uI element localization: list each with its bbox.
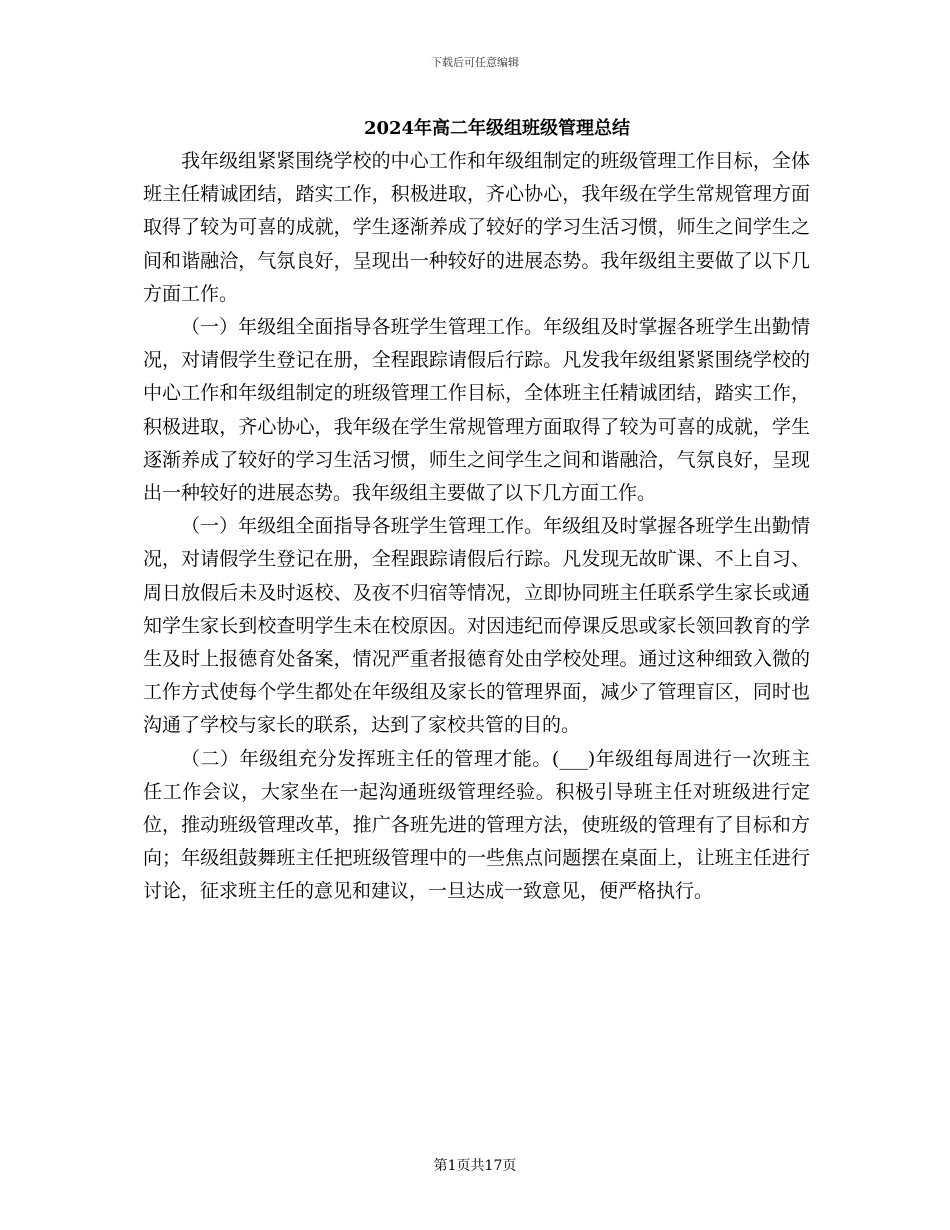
paragraph: （二）年级组充分发挥班主任的管理才能。(___)年级组每周进行一次班主任工作会议，大家坐在一起沟通班级管理经验。积极引导班主任对班级进行定位，推动班级管理改革，推广各班先进的管理方法，使班级的管理有了目标和方向；年级组鼓舞班主任把班级管理中的一些焦点问题摆在桌面上，让班主任进行讨论，征求班主任的意见和建议，一旦达成一致意见，便严格执行。	[143, 747, 810, 903]
document-body	[143, 145, 810, 909]
paragraph: （一）年级组全面指导各班学生管理工作。年级组及时掌握各班学生出勤情况，对请假学生登记在册，全程跟踪请假后行踪。凡发我年级组紧紧围绕学校的中心工作和年级组制定的班级管理工作目标，全体班主任精诚团结，踏实工作，积极进取，齐心协心，我年级在学生常规管理方面取得了较为可喜的成就，学生逐渐养成了较好的学习生活习惯，师生之间学生之间和谐融洽，气氛良好，呈现出一种较好的进展态势。我年级组主要做了以下几方面工作。	[143, 316, 810, 505]
page-footer: 第1页共17页	[433, 1158, 517, 1174]
header-note: 下载后可任意编辑	[431, 56, 519, 69]
document-title: 2024年高二年级组班级管理总结	[363, 118, 631, 139]
paragraph: 我年级组紧紧围绕学校的中心工作和年级组制定的班级管理工作目标，全体班主任精诚团结，踏实工作，积极进取，齐心协心，我年级在学生常规管理方面取得了较为可喜的成就，学生逐渐养成了较好的学习生活习惯，师生之间学生之间和谐融洽，气氛良好，呈现出一种较好的进展态势。我年级组主要做了以下几方面工作。	[143, 150, 810, 305]
paragraph: （一）年级组全面指导各班学生管理工作。年级组及时掌握各班学生出勤情况，对请假学生登记在册，全程跟踪请假后行踪。凡发现无故旷课、不上自习、周日放假后未及时返校、及夜不归宿等情况，立即协同班主任联系学生家长或通知学生家长到校查明学生未在校原因。对因违纪而停课反思或家长领回教育的学生及时上报德育处备案，情况严重者报德育处由学校处理。通过这种细致入微的工作方式使每个学生都处在年级组及家长的管理界面，减少了管理盲区，同时也沟通了学校与家长的联系，达到了家校共管的目的。	[143, 515, 810, 737]
